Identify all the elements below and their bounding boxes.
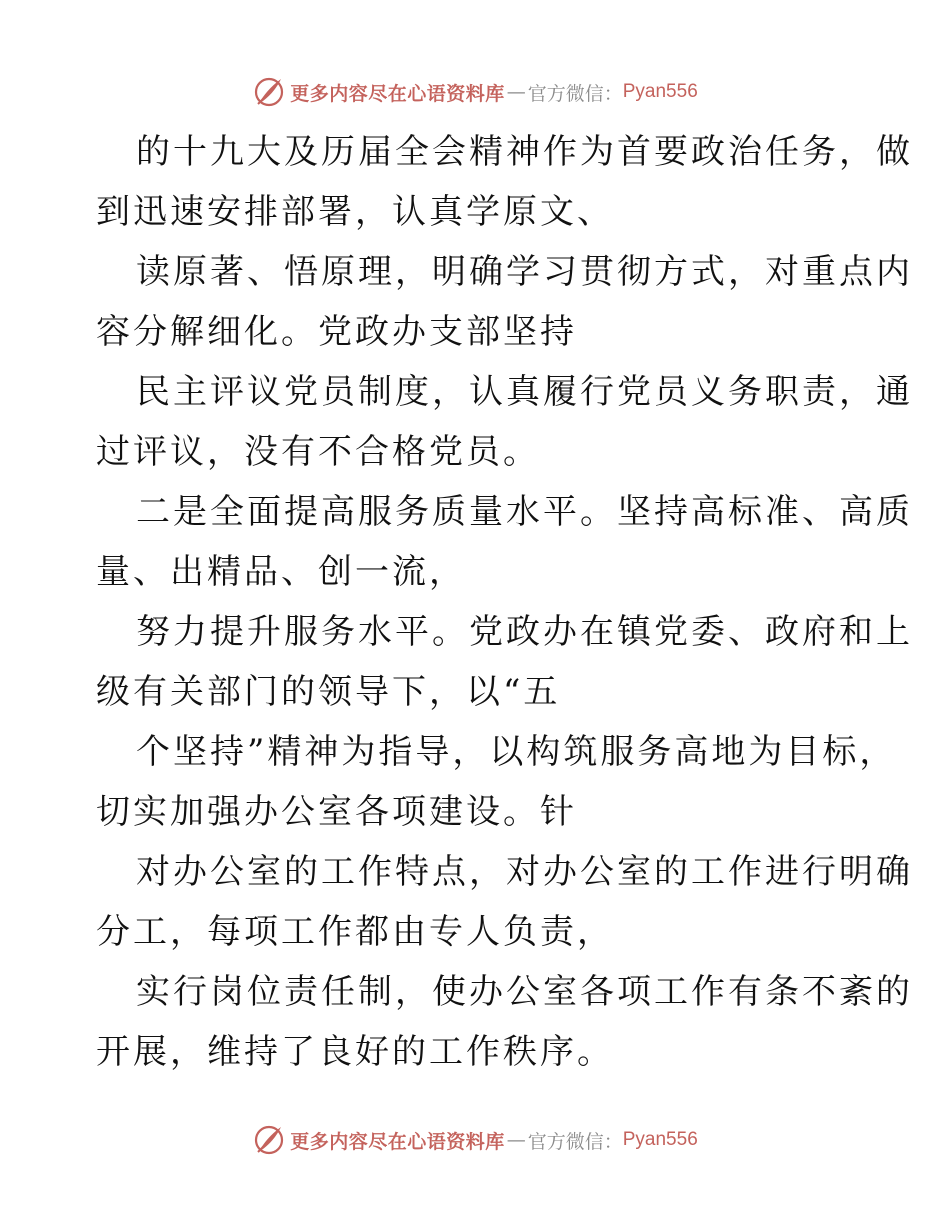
document-body bbox=[96, 122, 913, 1082]
paragraph-line: 级有关部门的领导下，以“五 bbox=[96, 672, 561, 712]
feather-pen-logo-icon bbox=[252, 75, 286, 109]
feather-pen-logo-icon bbox=[252, 1123, 286, 1157]
paragraph-line: 分工，每项工作都由专人负责， bbox=[96, 912, 614, 952]
watermark-main-text: 更多内容尽在心语资料库 bbox=[290, 82, 505, 105]
paragraph-line: 开展，维持了良好的工作秩序。 bbox=[96, 1032, 614, 1072]
paragraph-line: 的十九大及历届全会精神作为首要政治任务，做 bbox=[136, 132, 913, 172]
paragraph-line: 二是全面提高服务质量水平。坚持高标准、高质 bbox=[136, 492, 913, 532]
header-watermark bbox=[0, 72, 950, 112]
watermark-label: 官方微信： bbox=[527, 1130, 623, 1153]
paragraph-line: 努力提升服务水平。党政办在镇党委、政府和上 bbox=[136, 612, 913, 652]
paragraph-line: 读原著、悟原理，明确学习贯彻方式，对重点内 bbox=[136, 252, 913, 292]
paragraph-line: 过评议，没有不合格党员。 bbox=[96, 432, 540, 472]
paragraph-line: 到迅速安排部署，认真学原文、 bbox=[96, 192, 614, 232]
paragraph-line: 个坚持”精神为指导，以构筑服务高地为目标， bbox=[136, 732, 897, 772]
watermark-dash: — bbox=[506, 1129, 526, 1151]
watermark-label: 官方微信： bbox=[527, 82, 623, 105]
footer-watermark bbox=[0, 1120, 950, 1160]
watermark-id: Pyan556 bbox=[622, 81, 698, 102]
watermark-dash: — bbox=[506, 81, 526, 103]
paragraph-line: 量、出精品、创一流， bbox=[96, 552, 466, 592]
watermark-main-text: 更多内容尽在心语资料库 bbox=[290, 1130, 505, 1153]
paragraph-line: 对办公室的工作特点，对办公室的工作进行明确 bbox=[136, 852, 913, 892]
paragraph-line: 实行岗位责任制，使办公室各项工作有条不紊的 bbox=[136, 972, 913, 1012]
watermark-id: Pyan556 bbox=[622, 1129, 698, 1150]
paragraph-line: 容分解细化。党政办支部坚持 bbox=[96, 312, 577, 352]
paragraph-line: 民主评议党员制度，认真履行党员义务职责，通 bbox=[136, 372, 913, 412]
paragraph-line: 切实加强办公室各项建设。针 bbox=[96, 792, 577, 832]
